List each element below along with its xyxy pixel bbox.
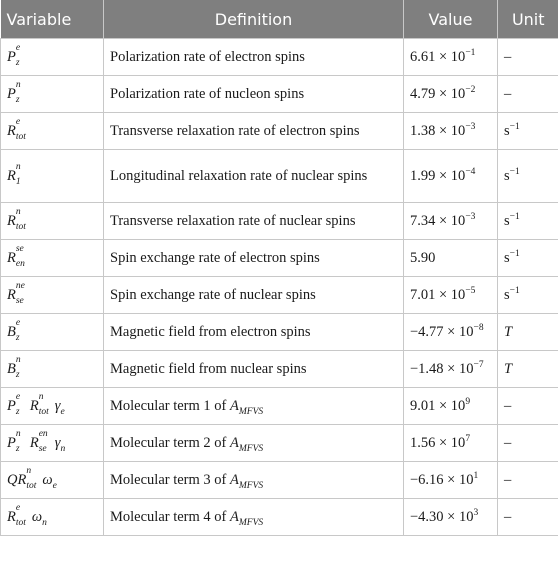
value-cell: $9.01 \times 10^9$ bbox=[404, 388, 498, 425]
table-row bbox=[1, 76, 558, 113]
header-definition: Definition bbox=[104, 0, 404, 39]
unit-cell: $s^{-1}$ bbox=[498, 113, 558, 150]
variable-cell: B n z bbox=[1, 351, 104, 388]
value-cell: $7.34 \times 10^{-3}$ bbox=[404, 203, 498, 240]
header-unit: Unit bbox=[498, 0, 558, 39]
unit-cell: $s^{-1}$ bbox=[498, 277, 558, 314]
unit-cell: – bbox=[498, 388, 558, 425]
table-row bbox=[1, 351, 558, 388]
definition-cell: Polarization rate of electron spins bbox=[104, 39, 404, 76]
value-cell: $-4.77 \times 10^{-8}$ bbox=[404, 314, 498, 351]
variable-cell: R ne se bbox=[1, 277, 104, 314]
definition-cell: Transverse relaxation rate of nuclear spins bbox=[104, 203, 404, 240]
definition-cell: Transverse relaxation rate of electron spins bbox=[104, 113, 404, 150]
definition-cell: Molecular term 4 of $A_{MFVS}$ bbox=[104, 499, 404, 536]
value-cell: $-1.48 \times 10^{-7}$ bbox=[404, 351, 498, 388]
table-row bbox=[1, 314, 558, 351]
table-row bbox=[1, 39, 558, 76]
definition-cell: Magnetic field from electron spins bbox=[104, 314, 404, 351]
variable-cell: R e tot bbox=[1, 113, 104, 150]
variable-cell: P e z R n tot $\gamma_e$ bbox=[1, 388, 104, 425]
unit-cell: T bbox=[498, 351, 558, 388]
value-cell: $1.38 \times 10^{-3}$ bbox=[404, 113, 498, 150]
unit-cell: – bbox=[498, 76, 558, 113]
table-row bbox=[1, 150, 558, 203]
definition-cell: Molecular term 1 of $A_{MFVS}$ bbox=[104, 388, 404, 425]
table-row bbox=[1, 113, 558, 150]
value-cell: $-6.16 \times 10^1$ bbox=[404, 462, 498, 499]
table-row bbox=[1, 388, 558, 425]
table-header-row bbox=[1, 0, 558, 39]
variable-cell: R e tot $\omega_n$ bbox=[1, 499, 104, 536]
unit-cell: $s^{-1}$ bbox=[498, 240, 558, 277]
definition-cell: Molecular term 3 of $A_{MFVS}$ bbox=[104, 462, 404, 499]
value-cell: $-4.30 \times 10^3$ bbox=[404, 499, 498, 536]
header-value: Value bbox=[404, 0, 498, 39]
variable-cell: R n 1 bbox=[1, 150, 104, 203]
variable-cell: R n tot bbox=[1, 203, 104, 240]
header-variable: Variable bbox=[1, 0, 104, 39]
value-cell: $7.01 \times 10^{-5}$ bbox=[404, 277, 498, 314]
table-row bbox=[1, 425, 558, 462]
unit-cell: – bbox=[498, 425, 558, 462]
table-row bbox=[1, 499, 558, 536]
value-cell: $1.99 \times 10^{-4}$ bbox=[404, 150, 498, 203]
unit-cell: T bbox=[498, 314, 558, 351]
unit-cell: $s^{-1}$ bbox=[498, 203, 558, 240]
value-cell: $1.56 \times 10^7$ bbox=[404, 425, 498, 462]
table-row bbox=[1, 277, 558, 314]
variable-cell: QR n tot $\omega_e$ bbox=[1, 462, 104, 499]
definition-cell: Longitudinal relaxation rate of nuclear spins bbox=[104, 150, 404, 203]
definition-cell: Polarization rate of nucleon spins bbox=[104, 76, 404, 113]
unit-cell: – bbox=[498, 39, 558, 76]
value-cell: $6.61 \times 10^{-1}$ bbox=[404, 39, 498, 76]
value-cell: 5.90 bbox=[404, 240, 498, 277]
variable-cell: P e z bbox=[1, 39, 104, 76]
definition-cell: Spin exchange rate of nuclear spins bbox=[104, 277, 404, 314]
definition-cell: Molecular term 2 of $A_{MFVS}$ bbox=[104, 425, 404, 462]
value-cell: $4.79 \times 10^{-2}$ bbox=[404, 76, 498, 113]
unit-cell: – bbox=[498, 462, 558, 499]
variable-cell: B e z bbox=[1, 314, 104, 351]
table-row bbox=[1, 240, 558, 277]
table-row bbox=[1, 203, 558, 240]
variable-cell: P n z bbox=[1, 76, 104, 113]
unit-cell: – bbox=[498, 499, 558, 536]
variable-cell: P n z R en se $\gamma_n$ bbox=[1, 425, 104, 462]
table-row bbox=[1, 462, 558, 499]
definition-cell: Magnetic field from nuclear spins bbox=[104, 351, 404, 388]
variable-cell: R se en bbox=[1, 240, 104, 277]
unit-cell: $s^{-1}$ bbox=[498, 150, 558, 203]
definition-cell: Spin exchange rate of electron spins bbox=[104, 240, 404, 277]
